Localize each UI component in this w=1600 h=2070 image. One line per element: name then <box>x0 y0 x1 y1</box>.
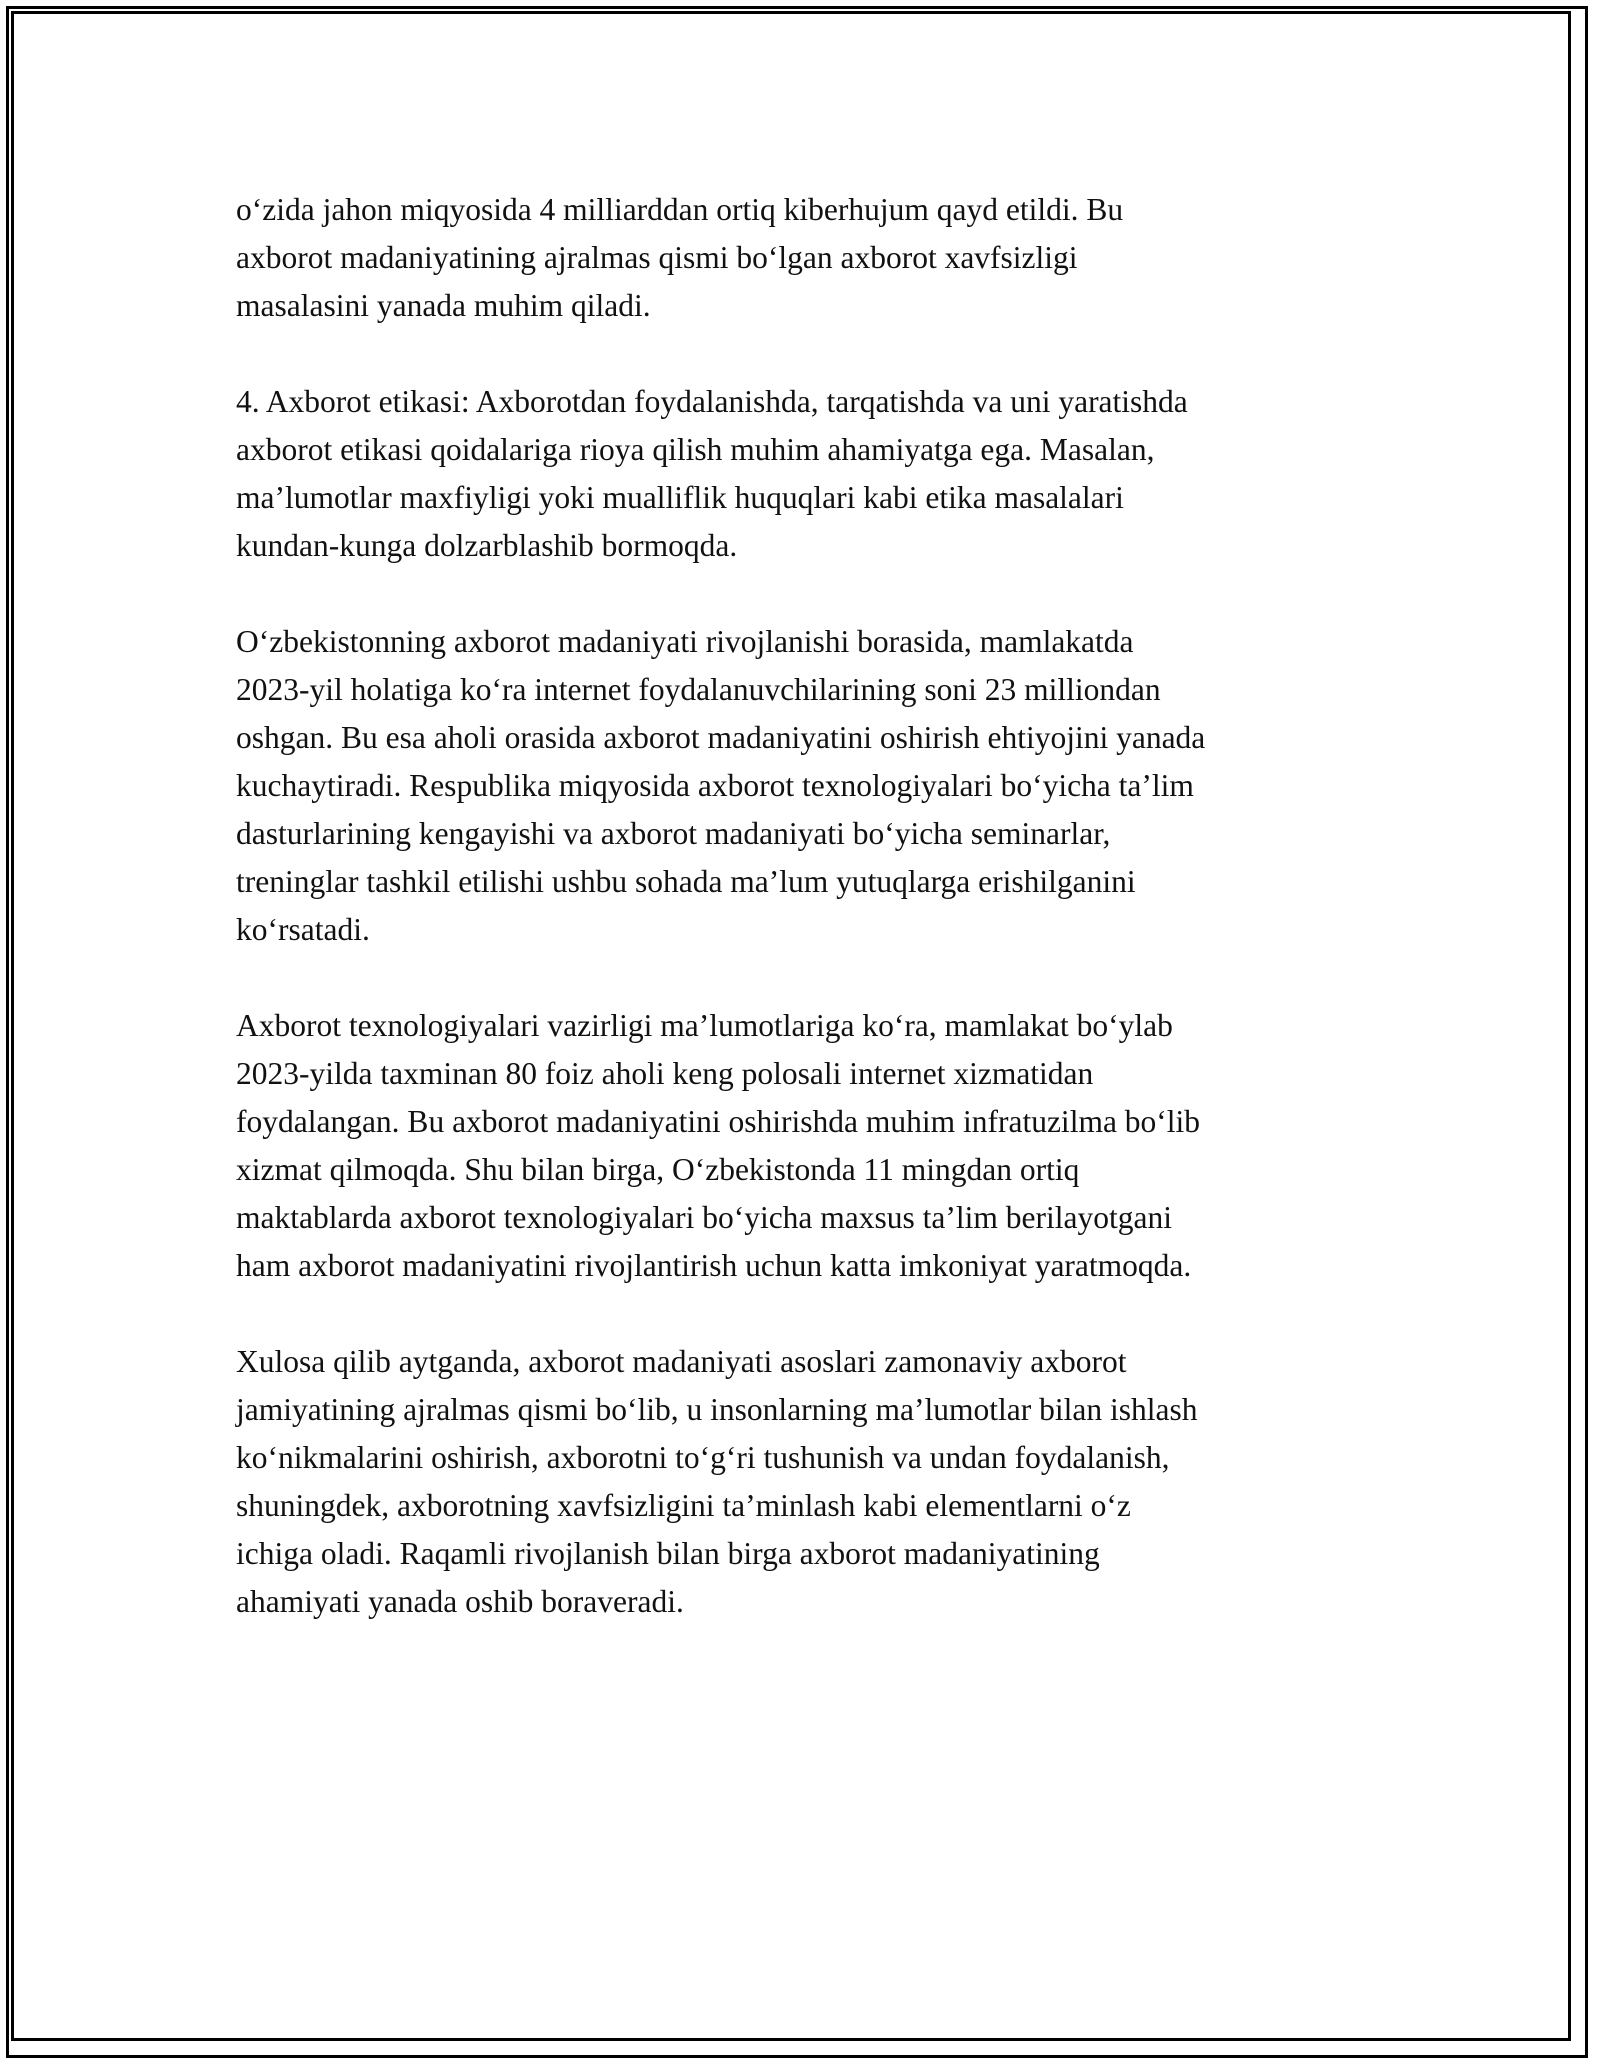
text-line: ahamiyati yanada oshib boraveradi. <box>236 1584 684 1619</box>
text-line: axborot madaniyatining ajralmas qismi bo‘lgan axborot xavfsizligi <box>236 240 1078 275</box>
text-line: kuchaytiradi. Respublika miqyosida axborot texnologiyalari bo‘yicha ta’lim <box>236 768 1194 803</box>
text-line: 4. Axborot etikasi: Axborotdan foydalanishda, tarqatishda va uni yaratishda <box>236 384 1188 419</box>
text-line: axborot etikasi qoidalariga rioya qilish muhim ahamiyatga ega. Masalan, <box>236 432 1155 467</box>
paragraph-3 <box>236 618 1376 954</box>
text-line: 2023-yilda taxminan 80 foiz aholi keng polosali internet xizmatidan <box>236 1056 1094 1091</box>
text-line: 2023-yil holatiga ko‘ra internet foydalanuvchilarining soni 23 milliondan <box>236 672 1161 707</box>
text-line: ko‘nikmalarini oshirish, axborotni to‘g‘ri tushunish va undan foydalanish, <box>236 1440 1170 1475</box>
paragraph-2 <box>236 378 1376 570</box>
text-line: O‘zbekistonning axborot madaniyati rivojlanishi borasida, mamlakatda <box>236 624 1134 659</box>
paragraph-5 <box>236 1338 1376 1626</box>
text-line: ma’lumotlar maxfiyligi yoki mualliflik huquqlari kabi etika masalalari <box>236 480 1124 515</box>
text-line: treninglar tashkil etilishi ushbu sohada ma’lum yutuqlarga erishilganini <box>236 864 1136 899</box>
text-line: shuningdek, axborotning xavfsizligini ta’minlash kabi elementlarni o‘z <box>236 1488 1131 1523</box>
text-line: foydalangan. Bu axborot madaniyatini oshirishda muhim infratuzilma bo‘lib <box>236 1104 1201 1139</box>
text-line: oshgan. Bu esa aholi orasida axborot madaniyatini oshirish ehtiyojini yanada <box>236 720 1206 755</box>
text-line: o‘zida jahon miqyosida 4 milliarddan ortiq kiberhujum qayd etildi. Bu <box>236 192 1124 227</box>
text-line: ham axborot madaniyatini rivojlantirish uchun katta imkoniyat yaratmoqda. <box>236 1248 1192 1283</box>
text-line: masalasini yanada muhim qiladi. <box>236 288 651 323</box>
text-line: Xulosa qilib aytganda, axborot madaniyati asoslari zamonaviy axborot <box>236 1344 1127 1379</box>
text-line: jamiyatining ajralmas qismi bo‘lib, u insonlarning ma’lumotlar bilan ishlash <box>236 1392 1198 1427</box>
text-line: xizmat qilmoqda. Shu bilan birga, O‘zbekistonda 11 mingdan ortiq <box>236 1152 1080 1187</box>
text-line: ichiga oladi. Raqamli rivojlanish bilan birga axborot madaniyatining <box>236 1536 1100 1571</box>
text-line: maktablarda axborot texnologiyalari bo‘yicha maxsus ta’lim berilayotgani <box>236 1200 1172 1235</box>
document-body <box>236 186 1376 1674</box>
text-line: Axborot texnologiyalari vazirligi ma’lumotlariga ko‘ra, mamlakat bo‘ylab <box>236 1008 1173 1043</box>
paragraph-1 <box>236 186 1376 330</box>
paragraph-4 <box>236 1002 1376 1290</box>
text-line: dasturlarining kengayishi va axborot madaniyati bo‘yicha seminarlar, <box>236 816 1111 851</box>
text-line: kundan-kunga dolzarblashib bormoqda. <box>236 528 738 563</box>
text-line: ko‘rsatadi. <box>236 912 370 947</box>
